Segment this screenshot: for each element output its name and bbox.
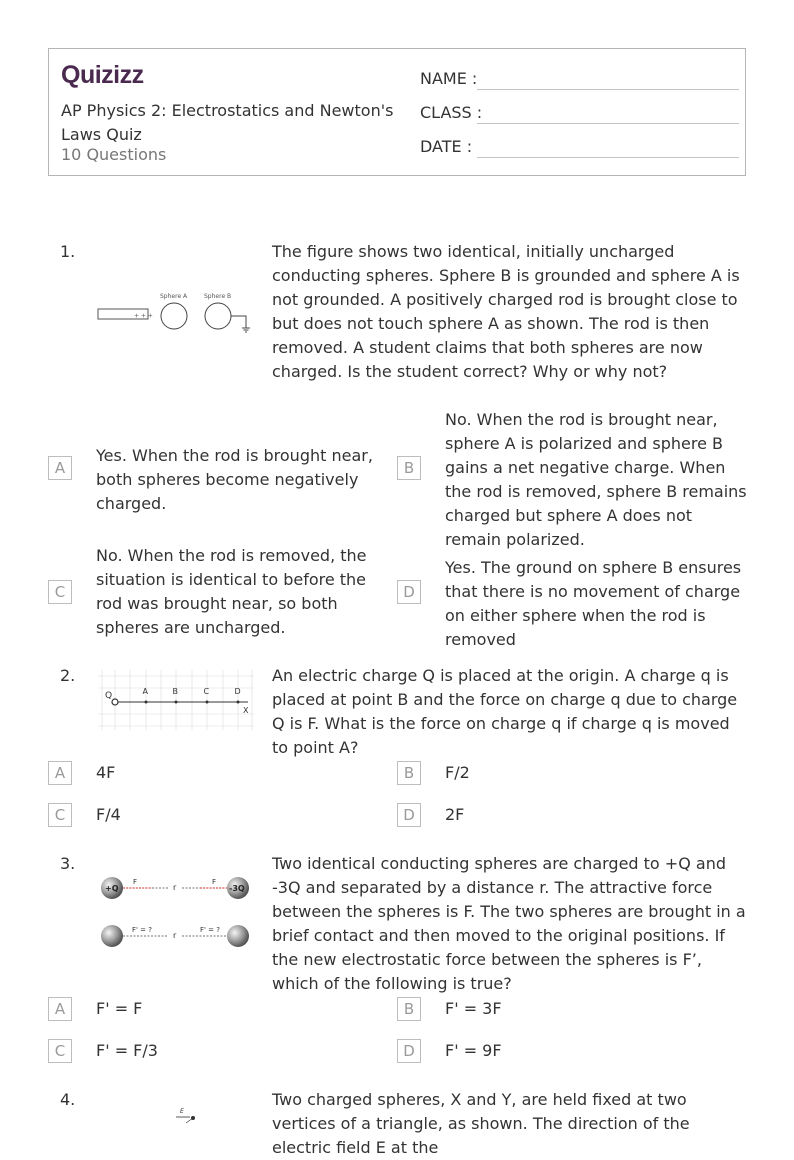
label-b: B — [172, 687, 178, 696]
label-q: Q — [105, 691, 113, 701]
point-d — [237, 701, 240, 704]
q2-option-d-letter[interactable]: D — [397, 803, 421, 827]
name-line — [477, 89, 739, 90]
q2-option-c-letter[interactable]: C — [48, 803, 72, 827]
label-plus-q: +Q — [105, 884, 119, 893]
question-2-number: 2. — [60, 666, 76, 685]
question-4-figure — [170, 1104, 210, 1123]
grid-lines — [98, 670, 254, 730]
q3-option-a-text: F' = F — [96, 999, 143, 1018]
rod-signs: + + + — [134, 312, 153, 320]
q2-option-b-text: F/2 — [445, 763, 470, 782]
name-label: NAME : — [420, 69, 478, 88]
q2-option-b-letter[interactable]: B — [397, 761, 421, 785]
q1-option-d-text: Yes. The ground on sphere B ensures that there is no movement of charge on either sphere when the rod is removed — [445, 558, 742, 649]
origin-marker — [112, 699, 118, 705]
q2-option-a-letter[interactable]: A — [48, 761, 72, 785]
question-2-text: An electric charge Q is placed at the origin. A charge q is placed at point B and the force on charge q due to charge Q is F. What is the force on charge q if charge q is moved to point A? — [272, 666, 738, 757]
label-minus-3q: -3Q — [229, 884, 245, 893]
label-r-bottom: r — [173, 931, 177, 940]
q2-option-c-text: F/4 — [96, 805, 121, 824]
q3-option-b-text: F' = 3F — [445, 999, 502, 1018]
label-force-right: F — [212, 878, 217, 886]
label-r-top: r — [173, 883, 177, 892]
sphere-b-label: Sphere B — [204, 293, 232, 300]
label-new-force-right: F' = ? — [200, 926, 220, 934]
sphere-b — [205, 303, 231, 329]
logo-text: Quizizz — [61, 61, 144, 89]
q2-option-a-text: 4F — [96, 763, 116, 782]
q1-option-a-letter[interactable]: A — [48, 456, 72, 480]
quizizz-logo — [61, 59, 153, 89]
name-field[interactable] — [420, 67, 736, 91]
q1-option-d-letter[interactable]: D — [397, 580, 421, 604]
label-x: X — [243, 706, 249, 715]
date-label: DATE : — [420, 137, 473, 156]
label-force-left: F — [133, 878, 138, 886]
class-label: CLASS : — [420, 103, 483, 122]
sphere-a-label: Sphere A — [160, 293, 188, 300]
question-1-text: The figure shows two identical, initially uncharged conducting spheres. Sphere B is grounded and sphere A is not grounded. A positively charged rod is brought close to but does not touch sphere A as shown. The rod is then removed. A student claims that both spheres are now charged. Is the student correct? Why or why not? — [272, 242, 740, 381]
question-4-text: Two charged spheres, X and Y, are held fixed at two vertices of a triangle, as shown. The direction of the electric field E at the — [272, 1090, 690, 1157]
question-1-number: 1. — [60, 242, 76, 261]
date-line — [477, 157, 739, 158]
question-3-text: Two identical conducting spheres are charged to +Q and -3Q and separated by a distance r. The attractive force between the spheres is F. The two spheres are brought in a brief contact and then moved to the original positions. If the new electrostatic force between the spheres is F’, which of the following is true? — [272, 854, 746, 993]
question-count: 10 Questions — [61, 145, 167, 164]
sphere-right-after — [227, 925, 249, 947]
point-c — [206, 701, 209, 704]
q1-option-a-text: Yes. When the rod is brought near, both spheres become negatively charged. — [96, 446, 373, 513]
worksheet-header — [48, 48, 746, 176]
question-1-figure — [96, 288, 256, 338]
q1-option-b-text: No. When the rod is brought near, sphere A is polarized and sphere B gains a net negative charge. When the rod is removed, sphere B remains charged but sphere A does not remain polarized. — [445, 410, 747, 549]
label-a: A — [142, 687, 148, 696]
q3-option-a-letter[interactable]: A — [48, 997, 72, 1021]
q3-option-d-text: F' = 9F — [445, 1041, 502, 1060]
q1-option-b-letter[interactable]: B — [397, 456, 421, 480]
class-field[interactable] — [420, 101, 736, 125]
class-line — [477, 123, 739, 124]
q3-option-b-letter[interactable]: B — [397, 997, 421, 1021]
q1-option-c-letter[interactable]: C — [48, 580, 72, 604]
label-e: E — [180, 1108, 184, 1115]
quiz-title: AP Physics 2: Electrostatics and Newton's Laws Quiz — [61, 101, 394, 144]
question-4-number: 4. — [60, 1090, 76, 1109]
question-3-figure — [96, 870, 256, 950]
question-2-figure — [96, 668, 256, 732]
label-d: D — [234, 687, 241, 696]
question-3-number: 3. — [60, 854, 76, 873]
sphere-left-after — [101, 925, 123, 947]
label-new-force-left: F' = ? — [132, 926, 152, 934]
sphere-a — [161, 303, 187, 329]
q3-option-c-letter[interactable]: C — [48, 1039, 72, 1063]
ground-wire — [231, 316, 246, 328]
point-a — [145, 701, 148, 704]
point-b — [175, 701, 178, 704]
q1-option-c-text: No. When the rod is removed, the situation is identical to before the rod was brought near, so both spheres are uncharged. — [96, 546, 367, 637]
q3-option-d-letter[interactable]: D — [397, 1039, 421, 1063]
label-c: C — [203, 687, 210, 696]
q2-option-d-text: 2F — [445, 805, 465, 824]
date-field[interactable] — [420, 135, 736, 159]
q3-option-c-text: F' = F/3 — [96, 1041, 158, 1060]
